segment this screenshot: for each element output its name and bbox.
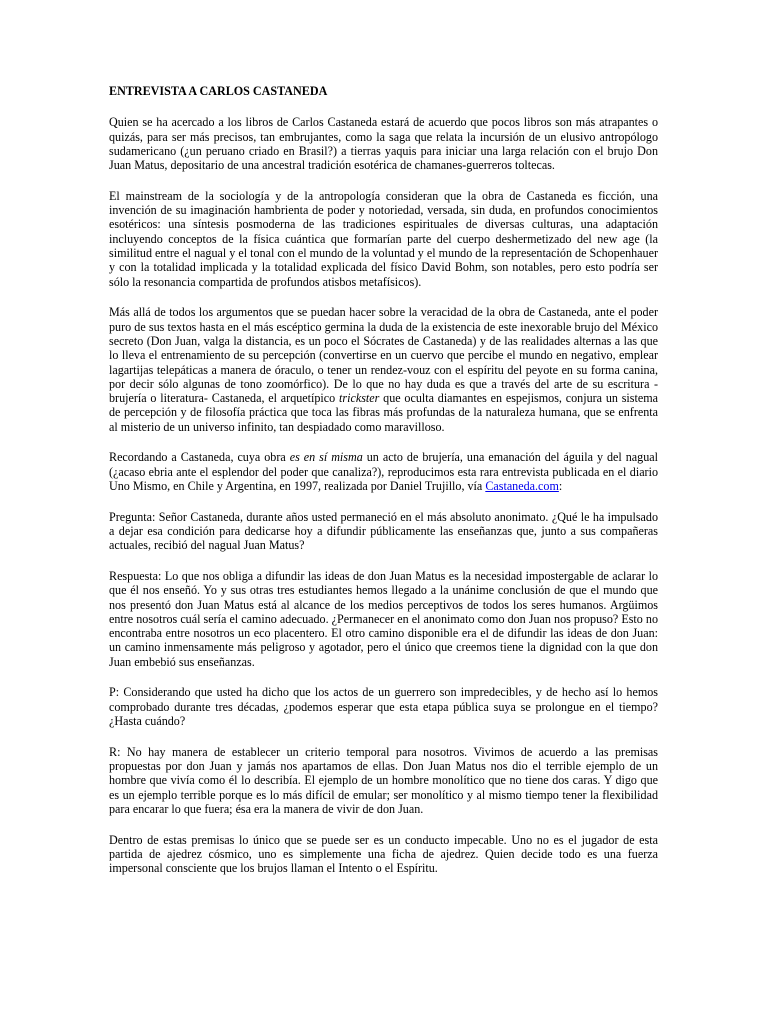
document-page <box>109 84 658 892</box>
paragraph-recordando-text-b: un acto de brujería, una emanación del águila y del nagual (¿acaso ebria ante el esplendor del poder que canaliza?), reproducimos esta rara entrevista publicada en el diario Uno Mismo, en Chile y Argentina, en 1997, realizada por Daniel Trujillo, vía <box>109 450 658 493</box>
paragraph-respuesta-2: R: No hay manera de establecer un criterio temporal para nosotros. Vivimos de acuerdo a las premisas propuestas por don Juan y jamás nos apartamos de ellas. Don Juan Matus nos dio el terrible ejemplo de un hombre que vivía como él lo describía. El ejemplo de un hombre monolítico que no tiene dos caras. Y digo que es un ejemplo terrible porque es lo más difícil de emular; ser monolítico y al mismo tiempo tener la flexibilidad para encarar lo que fuera; ésa era la manera de vivir de don Juan. <box>109 744 658 816</box>
en-si-misma-emphasis: es en sí misma <box>289 450 363 465</box>
paragraph-recordando-text-c: : <box>558 479 563 493</box>
paragraph-pregunta-1: Pregunta: Señor Castaneda, durante años usted permaneció en el más absoluto anonimato. ¿Qué le ha impulsado a dejar esa condición para dedicarse hoy a difundir públicamente las enseñanzas que, junto a sus compañeras actuales, recibió del nagual Juan Matus? <box>109 509 658 553</box>
paragraph-pregunta-2: P: Considerando que usted ha dicho que los actos de un guerrero son impredecibles, y de hecho así lo hemos comprobado durante tres décadas, ¿podemos esperar que esta etapa pública suya se prolongue en el tiempo? ¿Hasta cuándo? <box>109 685 658 729</box>
paragraph-respuesta-1: Respuesta: Lo que nos obliga a difundir las ideas de don Juan Matus es la necesidad impostergable de aclarar lo que él nos enseñó. Yo y sus otras tres estudiantes hemos llegado a la unánime conclusión de que el mundo que nos presentó don Juan Matus está al alcance de los medios perceptivos de todos los seres humanos. Argüimos entre nosotros cuál sería el camino adecuado. ¿Permanecer en el anonimato como don Juan nos propuso? Esto no encontraba entre nosotros un eco placentero. El otro camino disponible era el de difundir las ideas de don Juan: un camino inmensamente más peligroso y agotador, pero el único que creemos tiene la dignidad con la que don Juan embebió sus enseñanzas. <box>109 568 658 669</box>
castaneda-link[interactable]: Castaneda.com <box>485 479 559 493</box>
paragraph-arguments-text-a: Más allá de todos los argumentos que se puedan hacer sobre la veracidad de la obra de Castaneda, ante el poder puro de sus textos hasta en el más escéptico germina la duda de la existencia de este inexorable brujo del México secreto (Don Juan, valga la distancia, es un poco el Sócrates de Castaneda) y de las realidades alternas a las que lo lleva el entrenamiento de su percepción (convertirse en un cuervo que percibe el mundo en negativo, emplear lagartijas telepáticas a manera de óraculo, o tener un rendez-vouz con el espíritu del peyote en su forma canina, por decir sólo algunas de tono zoomórfico). De lo que no hay duda es que a través del arte de su escritura -brujería o literatura- Castaneda, el arquetípico <box>109 305 658 406</box>
paragraph-arguments-text-b: que oculta diamantes en espejismos, conjura un sistema de percepción y de filosofía práctica que toca las fibras más profundas de la naturaleza humana, que se enfrenta al misterio de un universo infinito, tan despiadado como maravilloso. <box>109 391 658 434</box>
document-title: ENTREVISTA A CARLOS CASTANEDA <box>109 84 328 98</box>
paragraph-arguments <box>109 305 658 434</box>
paragraph-recordando-text-a: Recordando a Castaneda, cuya obra <box>109 450 290 465</box>
trickster-emphasis: trickster <box>339 391 380 406</box>
paragraph-recordando <box>109 450 658 493</box>
paragraph-mainstream: El mainstream de la sociología y de la antropología consideran que la obra de Castaneda es ficción, una invención de su imaginación hambrienta de poder y notoriedad, versada, sin duda, en profundos conocimientos esotéricos: una síntesis posmoderna de las tradiciones espirituales de diversas culturas, una adaptación incluyendo conceptos de la física cuántica que formarían parte del cuerpo deshermetizado del new age (la similitud entre el nagual y el tonal con el mundo de la voluntad y el mundo de la representación de Schopenhauer y con la totalidad implicada y la totalidad explicada del físico David Bohm, son notables, pero esto podría ser sólo la resonancia compartida de profundos atisbos metafísicos). <box>109 188 658 289</box>
paragraph-respuesta-2-cont: Dentro de estas premisas lo único que se puede ser es un conducto impecable. Uno no es el jugador de esta partida de ajedrez cósmico, uno es simplemente una ficha de ajedrez. Quien decide todo es una fuerza impersonal consciente que los brujos llaman el Intento o el Espíritu. <box>109 832 658 876</box>
paragraph-intro: Quien se ha acercado a los libros de Carlos Castaneda estará de acuerdo que pocos libros son más atrapantes o quizás, para ser más precisos, tan embrujantes, como la saga que relata la incursión de un elusivo antropólogo sudamericano (¿un peruano criado en Brasil?) a tierras yaquis para iniciar una larga relación con el brujo Don Juan Matus, depositario de una ancestral tradición esotérica de chamanes-guerreros toltecas. <box>109 115 658 173</box>
